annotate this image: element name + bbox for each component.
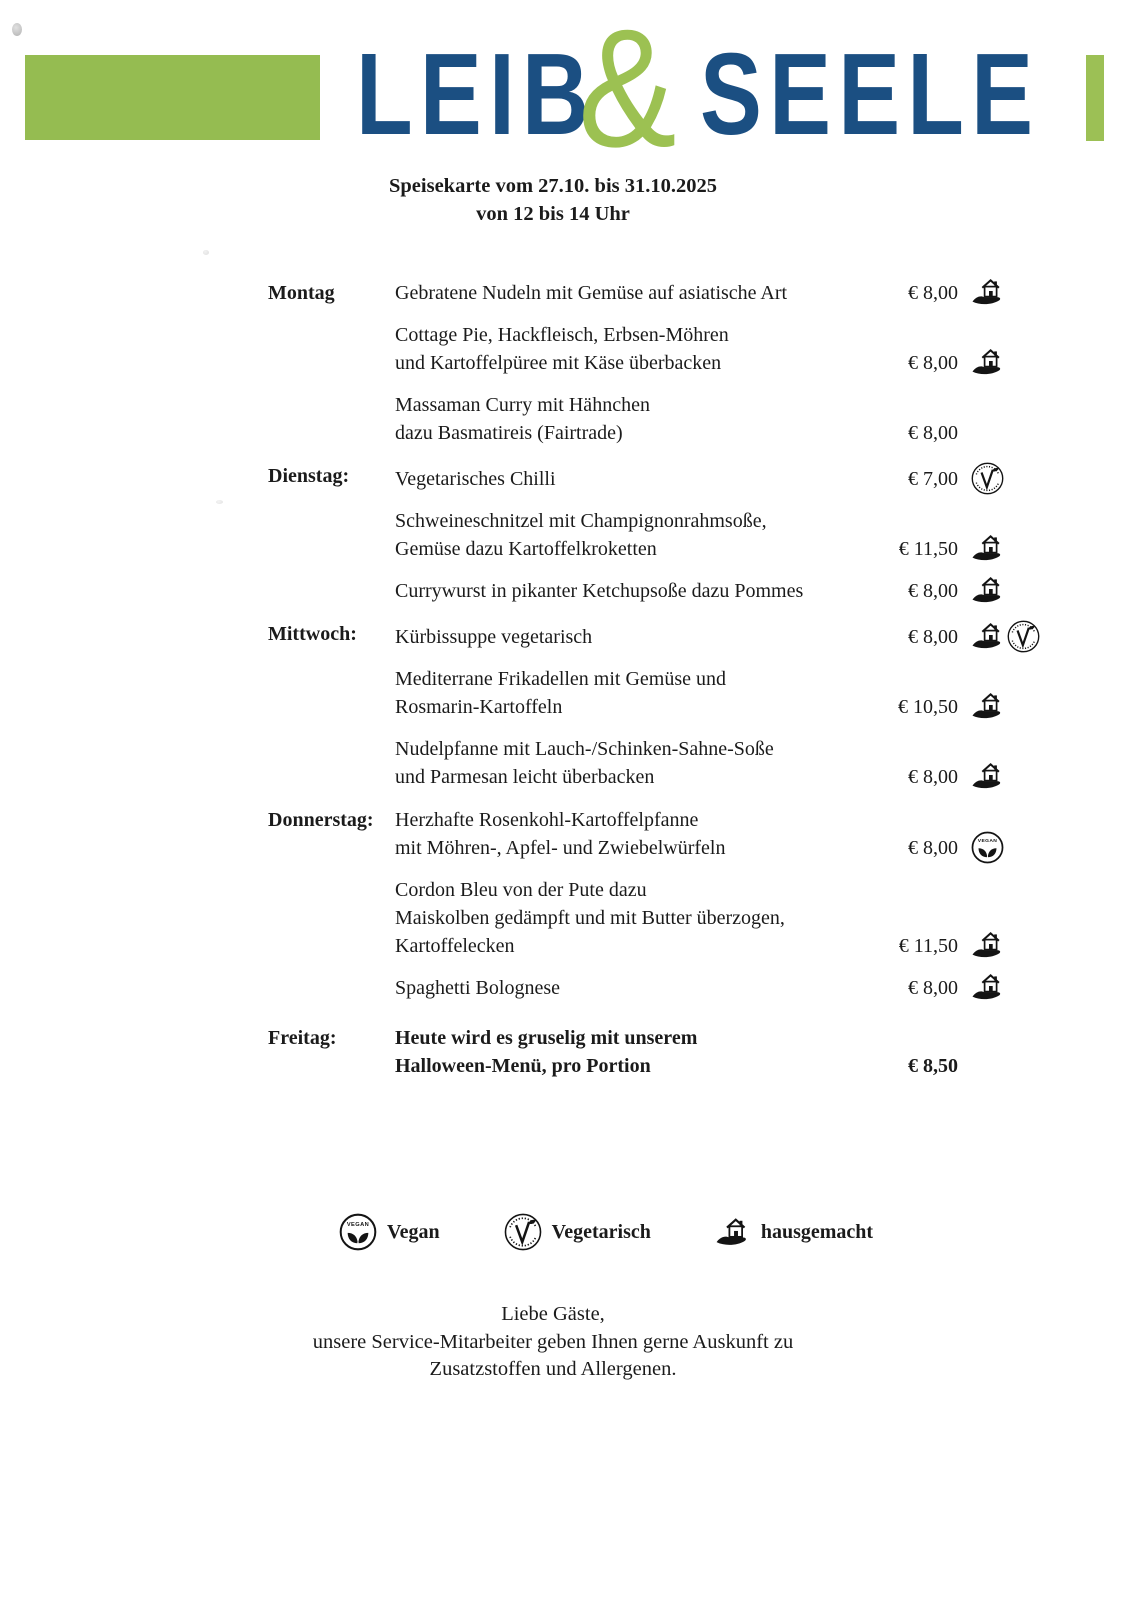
hausgemacht-icon (971, 932, 1005, 958)
menu-day-section (268, 1024, 1068, 1080)
menu-item-line: Spaghetti Bolognese (395, 977, 560, 999)
item-icons (958, 932, 1071, 960)
menu-item-line: Massaman Curry mit Hähnchen (395, 394, 650, 416)
menu-item-line: Herzhafte Rosenkohl-Kartoffelpfanne (395, 809, 699, 831)
menu-item-line: Gebratene Nudeln mit Gemüse auf asiatische Art (395, 282, 788, 304)
day-label: Montag (268, 282, 335, 304)
footer-line: Liebe Gäste, (501, 1303, 605, 1325)
price: € 8,00 (908, 626, 958, 648)
logo-green-endbar (1086, 55, 1104, 141)
menu-item-row (268, 974, 1068, 1002)
item-icons (958, 974, 1071, 1002)
menu-item-line: dazu Basmatireis (Fairtrade) (395, 422, 623, 444)
price: € 8,00 (908, 282, 958, 304)
menu-item-text (395, 876, 870, 960)
menu-item-text (395, 279, 870, 307)
menu-item-line: und Parmesan leicht überbacken (395, 766, 655, 788)
logo-ampersand: & (578, 0, 677, 182)
price: € 8,50 (908, 1055, 958, 1077)
item-icons (958, 462, 1071, 493)
menu-item-text (395, 507, 870, 563)
menu-item-line: Kürbissuppe vegetarisch (395, 626, 593, 648)
menu-item-row (268, 391, 1068, 447)
menu-item-line: Currywurst in pikanter Ketchupsoße dazu Pommes (395, 580, 804, 602)
menu-item-row (268, 279, 1068, 307)
menu-item-row (268, 577, 1068, 605)
menu-item-line: Cottage Pie, Hackfleisch, Erbsen-Möhren (395, 324, 729, 346)
title-serving-hours: von 12 bis 14 Uhr (476, 203, 630, 225)
menu-item-row (268, 735, 1068, 791)
hausgemacht-icon (971, 623, 1005, 649)
menu-item-line: Schweineschnitzel mit Champignonrahmsoße, (395, 510, 767, 532)
day-label: Dienstag: (268, 465, 350, 487)
title-date-range: Speisekarte vom 27.10. bis 31.10.2025 (389, 175, 717, 197)
legend-item-hausgemacht (715, 1218, 873, 1246)
logo-word-leib: LEIB (356, 29, 597, 159)
price: € 8,00 (908, 352, 958, 374)
hausgemacht-icon (971, 763, 1005, 789)
item-icons (958, 831, 1071, 862)
menu (268, 279, 1068, 1095)
item-icons (958, 349, 1071, 377)
menu-item-text (395, 974, 870, 1002)
menu-item-row (268, 462, 1068, 493)
menu-item-line: Rosmarin-Kartoffeln (395, 696, 563, 718)
menu-item-line: Halloween-Menü, pro Portion (395, 1055, 651, 1077)
day-label: Mittwoch: (268, 623, 357, 645)
menu-item-row (268, 620, 1068, 651)
menu-item-line: Vegetarisches Chilli (395, 468, 556, 490)
item-icons (958, 535, 1071, 563)
footer-line: Zusatzstoffen und Allergenen. (429, 1358, 677, 1380)
day-label: Donnerstag: (268, 809, 374, 831)
menu-item-text (395, 623, 870, 651)
scan-speck (12, 23, 22, 36)
menu-item-row (268, 1024, 1068, 1080)
item-icons (958, 693, 1071, 721)
price: € 11,50 (898, 538, 958, 560)
vegetarisch-icon (971, 462, 1004, 495)
menu-day-section (268, 620, 1068, 791)
vegan-icon (971, 831, 1004, 864)
vegan-icon (339, 1213, 377, 1251)
hausgemacht-icon (971, 349, 1005, 375)
price: € 8,00 (908, 837, 958, 859)
menu-item-line: Kartoffelecken (395, 935, 515, 957)
legend-label: Vegetarisch (551, 1220, 651, 1243)
legend-item-vegetarisch (504, 1213, 651, 1251)
menu-item-text (395, 391, 870, 447)
menu-item-text (395, 577, 870, 605)
scan-speck (203, 250, 209, 255)
menu-item-line: Gemüse dazu Kartoffelkroketten (395, 538, 657, 560)
legend-item-vegan (339, 1213, 440, 1251)
logo-word-seele: SEELE (700, 29, 1041, 159)
menu-item-row (268, 321, 1068, 377)
item-icons (958, 279, 1071, 307)
day-label: Freitag: (268, 1027, 337, 1049)
hausgemacht-icon (971, 535, 1005, 561)
price: € 11,50 (898, 935, 958, 957)
menu-item-text (395, 735, 870, 791)
legend-label: Vegan (387, 1220, 440, 1243)
menu-item-line: Heute wird es gruselig mit unserem (395, 1027, 698, 1049)
hausgemacht-icon (971, 693, 1005, 719)
price: € 8,00 (908, 766, 958, 788)
item-icons (958, 577, 1071, 605)
menu-item-text (395, 1024, 870, 1080)
menu-item-row (268, 507, 1068, 563)
legend-label: hausgemacht (760, 1220, 874, 1243)
menu-item-line: Mediterrane Frikadellen mit Gemüse und (395, 668, 727, 690)
price: € 8,00 (908, 580, 958, 602)
menu-item-line: Nudelpfanne mit Lauch-/Schinken-Sahne-Soße (395, 738, 774, 760)
menu-day-section (268, 279, 1068, 447)
menu-item-row (268, 876, 1068, 960)
hausgemacht-icon (971, 577, 1005, 603)
menu-item-text (395, 321, 870, 377)
footer-line: unsere Service-Mitarbeiter geben Ihnen gerne Auskunft zu (312, 1330, 794, 1353)
scan-speck (216, 500, 223, 504)
menu-item-text (395, 806, 870, 862)
item-icons (958, 763, 1071, 791)
vegetarisch-icon (1007, 620, 1040, 653)
legend (339, 1213, 873, 1251)
menu-item-line: und Kartoffelpüree mit Käse überbacken (395, 352, 722, 374)
menu-item-row (268, 806, 1068, 862)
document-title (0, 172, 1106, 228)
logo-green-block (25, 55, 320, 140)
price: € 8,00 (908, 977, 958, 999)
price: € 7,00 (908, 468, 958, 490)
menu-day-section (268, 806, 1068, 1002)
menu-item-row (268, 665, 1068, 721)
item-icons (958, 620, 1071, 651)
menu-day-section (268, 462, 1068, 605)
price: € 10,50 (898, 696, 958, 718)
price: € 8,00 (908, 422, 958, 444)
hausgemacht-icon (971, 974, 1005, 1000)
footer-note (0, 1301, 1106, 1384)
menu-item-line: Cordon Bleu von der Pute dazu (395, 879, 647, 901)
menu-item-text (395, 465, 870, 493)
hausgemacht-icon (715, 1218, 751, 1246)
menu-item-line: Maiskolben gedämpft und mit Butter überzogen, (395, 907, 785, 929)
svg-text:VEGAN: VEGAN (977, 839, 998, 845)
hausgemacht-icon (971, 279, 1005, 305)
menu-item-line: mit Möhren-, Apfel- und Zwiebelwürfeln (395, 837, 726, 859)
svg-text:VEGAN: VEGAN (346, 1221, 370, 1228)
vegetarisch-icon (504, 1213, 542, 1251)
menu-item-text (395, 665, 870, 721)
